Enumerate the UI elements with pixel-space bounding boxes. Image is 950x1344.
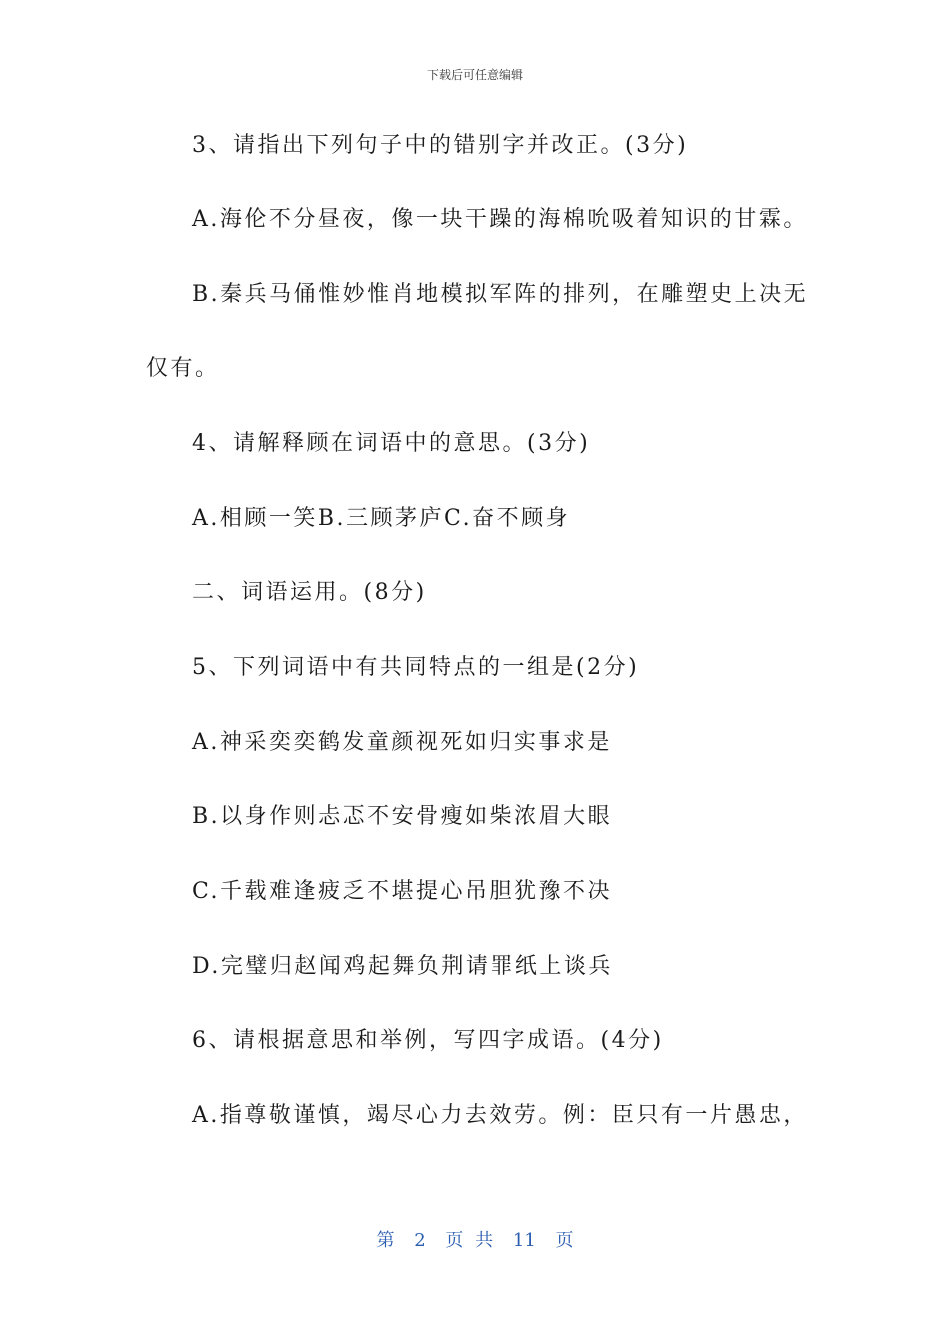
question-6-option-a: A.指尊敬谨慎，竭尽心力去效劳。例：臣只有一片愚忠， xyxy=(192,1103,808,1128)
question-4-options: A.相顾一笑B.三顾茅庐C.奋不顾身 xyxy=(192,506,571,531)
question-5-option-d: D.完璧归赵闻鸡起舞负荆请罪纸上谈兵 xyxy=(192,954,613,979)
question-3-option-b: B.秦兵马俑惟妙惟肖地模拟军阵的排列，在雕塑史上决无 xyxy=(192,282,809,307)
question-5: 5、下列词语中有共同特点的一组是(2分) xyxy=(192,655,640,680)
footer-total-pages: 11 xyxy=(512,1230,536,1251)
question-5-option-b: B.以身作则忐忑不安骨瘦如柴浓眉大眼 xyxy=(192,804,613,829)
section-2-heading: 二、词语运用。(8分) xyxy=(192,580,427,605)
question-4: 4、请解释顾在词语中的意思。(3分) xyxy=(192,431,591,456)
question-3: 3、请指出下列句子中的错别字并改正。(3分) xyxy=(192,133,689,158)
page-footer xyxy=(0,1226,950,1252)
question-3-option-a: A.海伦不分昼夜，像一块干躁的海棉吮吸着知识的甘霖。 xyxy=(192,207,808,232)
footer-middle: 页 共 xyxy=(445,1230,494,1251)
footer-suffix: 页 xyxy=(555,1230,574,1251)
question-3-option-b-cont: 仅有。 xyxy=(146,356,220,381)
page-header: 下载后可任意编辑 xyxy=(426,68,523,82)
question-5-option-c: C.千载难逢疲乏不堪提心吊胆犹豫不决 xyxy=(192,879,613,904)
footer-current-page: 2 xyxy=(414,1230,426,1251)
question-6: 6、请根据意思和举例，写四字成语。(4分) xyxy=(192,1028,664,1053)
footer-prefix: 第 xyxy=(376,1230,395,1251)
question-5-option-a: A.神采奕奕鹤发童颜视死如归实事求是 xyxy=(192,730,612,755)
